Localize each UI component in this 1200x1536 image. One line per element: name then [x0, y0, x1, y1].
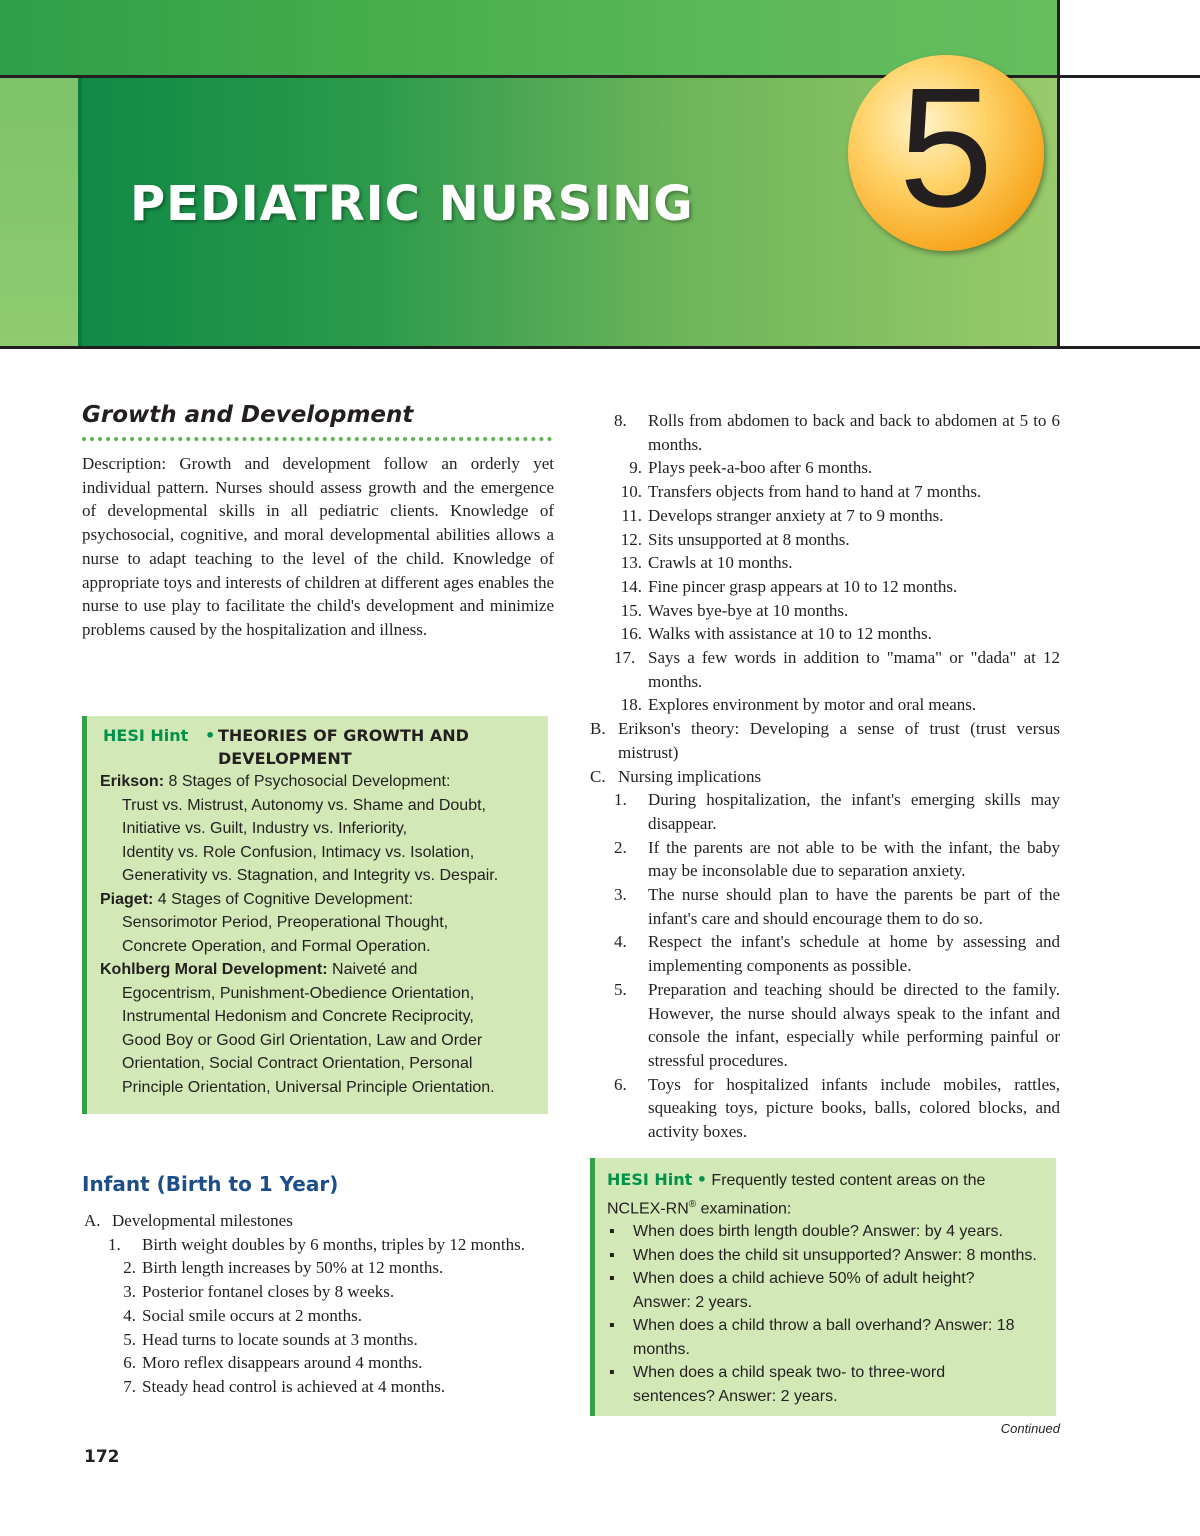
- item-number: 14.: [620, 576, 642, 596]
- bullet-text: When does the child sit unsupported? Answer: 8 months.: [633, 1246, 1037, 1264]
- section-b: [590, 717, 1060, 764]
- hint-bullet-item: [607, 1361, 1056, 1408]
- item-number: 11.: [621, 505, 642, 525]
- heading-divider: [82, 437, 552, 441]
- hint-bullet-item: [607, 1314, 1056, 1361]
- right-column: [590, 409, 1060, 1144]
- erikson-line: Identity vs. Role Confusion, Intimacy vs. Isolation,: [122, 843, 475, 861]
- list-item: [590, 646, 1060, 693]
- item-text: Crawls at 10 months.: [648, 553, 793, 573]
- header-right-rule: [1057, 0, 1060, 348]
- item-number: 6.: [123, 1353, 136, 1373]
- exam-tail: examination:: [696, 1199, 792, 1217]
- kohlberg-intro: Naiveté and: [332, 961, 418, 978]
- item-number: 8.: [614, 411, 627, 430]
- item-number: 4.: [614, 932, 627, 952]
- item-text: Develops stranger anxiety at 7 to 9 months.: [648, 505, 944, 525]
- bullet-text: When does a child speak two- to three-word sentences? Answer: 2 years.: [633, 1364, 946, 1405]
- hint-bullet-item: [607, 1267, 1056, 1314]
- chapter-title: PEDIATRIC NURSING: [130, 176, 694, 232]
- item-text: Preparation and teaching should be directed to the family. However, the nurse should always speak to the infant and console the infant, especially while performing painful or stressful procedures.: [648, 979, 1060, 1070]
- item-text: Birth weight doubles by 6 months, triples by 12 months.: [142, 1234, 525, 1254]
- hint-piaget: [100, 888, 548, 959]
- hint-kohlberg: [100, 958, 548, 1099]
- piaget-name: Piaget:: [100, 890, 154, 908]
- erikson-name: Erikson:: [100, 773, 165, 790]
- item-number: 5.: [614, 979, 627, 999]
- hint-title-line2: DEVELOPMENT: [218, 749, 352, 768]
- growth-description: Description: Growth and development follow an orderly yet individual pattern. Nurses should assess growth and the emergence of developmental skills in all pediatric clients. Knowledge of psychosocial, cognitive, and moral developmental abilities allows a nurse to adapt teaching to the level of the child. Knowledge of appropriate toys and interests of children at different ages enables the nurse to use play to facilitate the child's development and minimize problems caused by the hospitalization and illness.: [82, 454, 554, 639]
- erikson-line: Generativity vs. Stagnation, and Integrity vs. Despair.: [122, 867, 499, 884]
- item-text: Explores environment by motor and oral means.: [648, 695, 977, 715]
- exam-name: NCLEX-RN: [607, 1199, 689, 1217]
- item-text: Steady head control is achieved at 4 months.: [142, 1376, 446, 1396]
- section-text: Erikson's theory: Developing a sense of trust (trust versus mistrust): [618, 719, 1060, 762]
- infant-heading: Infant (Birth to 1 Year): [82, 1172, 339, 1196]
- item-text: Head turns to locate sounds at 3 months.: [142, 1329, 418, 1349]
- milestones-list: [84, 1209, 554, 1399]
- hint-label: HESI Hint: [103, 726, 189, 745]
- bullet-icon: ▪: [609, 1317, 615, 1335]
- hint-title-row: [100, 724, 548, 770]
- list-item: [84, 1280, 554, 1304]
- item-number: 15.: [620, 600, 642, 620]
- list-item: [84, 1328, 554, 1352]
- item-number: 17.: [614, 648, 636, 668]
- hint-bullet-item: [607, 1244, 1056, 1268]
- hint-intro-text: Frequently tested content areas on the: [711, 1172, 986, 1189]
- list-item: [590, 528, 1060, 552]
- list-item: [590, 788, 1060, 835]
- item-text: Birth length increases by 50% at 12 months.: [142, 1258, 444, 1278]
- continued-note: Continued: [1000, 1421, 1060, 1436]
- item-text: Says a few words in addition to "mama" or "dada" at 12 months.: [648, 648, 1060, 691]
- kohlberg-line: Instrumental Hedonism and Concrete Reciprocity,: [122, 1008, 474, 1025]
- list-item: [84, 1304, 554, 1328]
- list-item: [590, 575, 1060, 599]
- list-item: [590, 622, 1060, 646]
- hesi-hint-nclex: [590, 1158, 1056, 1416]
- item-text: Walks with assistance at 10 to 12 months.: [648, 624, 932, 644]
- list-item: [590, 978, 1060, 1073]
- list-item: [84, 1375, 554, 1399]
- item-number: 12.: [620, 529, 642, 549]
- item-number: 2.: [614, 837, 627, 857]
- list-item: [590, 599, 1060, 623]
- section-letter: B.: [590, 719, 606, 739]
- item-number: 16.: [620, 624, 642, 644]
- list-item: [84, 1351, 554, 1375]
- item-text: Plays peek-a-boo after 6 months.: [648, 458, 873, 478]
- item-text: Waves bye-bye at 10 months.: [648, 600, 849, 620]
- growth-section: [82, 402, 554, 642]
- item-number: 3.: [614, 885, 627, 905]
- erikson-intro: 8 Stages of Psychosocial Development:: [168, 773, 451, 790]
- hint-title-line1: THEORIES OF GROWTH AND: [218, 726, 469, 745]
- hint-erikson: [100, 770, 548, 888]
- hesi-hint-theories: [82, 716, 548, 1114]
- hint-separator: •: [696, 1170, 707, 1189]
- item-number: 13.: [620, 553, 642, 573]
- item-number: 4.: [123, 1305, 136, 1325]
- item-text: Transfers objects from hand to hand at 7 months.: [648, 482, 982, 502]
- header-left-panel: [0, 78, 78, 348]
- item-number: 9.: [629, 458, 642, 478]
- item-text: Fine pincer grasp appears at 10 to 12 months.: [648, 576, 958, 596]
- list-item: [590, 504, 1060, 528]
- item-text: Rolls from abdomen to back and back to abdomen at 5 to 6 months.: [648, 411, 1060, 454]
- list-item: [590, 456, 1060, 480]
- piaget-intro: 4 Stages of Cognitive Development:: [157, 890, 414, 908]
- item-number: 1.: [108, 1234, 121, 1254]
- hint-intro: [607, 1168, 1056, 1193]
- erikson-line: Trust vs. Mistrust, Autonomy vs. Shame and Doubt,: [122, 796, 486, 814]
- section-label: Developmental milestones: [112, 1211, 293, 1230]
- growth-heading: Growth and Development: [82, 402, 414, 428]
- section-label: Nursing implications: [618, 766, 762, 786]
- item-text: Social smile occurs at 2 months.: [142, 1305, 363, 1325]
- bullet-icon: ▪: [609, 1270, 615, 1288]
- kohlberg-line: Egocentrism, Punishment-Obedience Orientation,: [122, 984, 475, 1002]
- item-text: Posterior fontanel closes by 8 weeks.: [142, 1282, 395, 1302]
- item-text: Respect the infant's schedule at home by assessing and implementing components as possible.: [648, 932, 1060, 976]
- piaget-line: Sensorimotor Period, Preoperational Thought,: [122, 914, 449, 931]
- bullet-icon: ▪: [609, 1223, 615, 1241]
- chapter-number: 5: [898, 53, 994, 243]
- header-rule-bottom: [0, 346, 1200, 349]
- section-letter: A.: [84, 1211, 101, 1230]
- bullet-icon: ▪: [609, 1364, 615, 1382]
- bullet-text: When does birth length double? Answer: by 4 years.: [633, 1223, 1003, 1241]
- list-item: [590, 693, 1060, 717]
- item-text: Toys for hospitalized infants include mobiles, rattles, squeaking toys, picture books, balls, colored blocks, and activity boxes.: [648, 1074, 1060, 1142]
- item-number: 7.: [123, 1376, 136, 1396]
- bullet-text: When does a child throw a ball overhand? Answer: 18 months.: [633, 1317, 1015, 1358]
- item-number: 10.: [620, 482, 642, 502]
- item-text: During hospitalization, the infant's emerging skills may disappear.: [648, 790, 1060, 833]
- hint-exam-line: [607, 1193, 1056, 1221]
- list-item: [590, 1073, 1060, 1144]
- item-text: The nurse should plan to have the parents be part of the infant's care and should encourage them to do so.: [648, 885, 1060, 928]
- section-c: [590, 765, 1060, 789]
- hint-label: HESI Hint: [607, 1170, 693, 1189]
- item-number: 18.: [620, 695, 642, 715]
- section-letter: C.: [590, 766, 606, 786]
- list-item: [590, 930, 1060, 977]
- item-number: 2.: [123, 1258, 136, 1278]
- section-a: [84, 1209, 554, 1233]
- list-item: [84, 1256, 554, 1280]
- list-item: [590, 836, 1060, 883]
- hint-bullet-item: [607, 1220, 1056, 1244]
- bullet-text: When does a child achieve 50% of adult height? Answer: 2 years.: [633, 1270, 975, 1311]
- kohlberg-line: Principle Orientation, Universal Principle Orientation.: [122, 1078, 495, 1096]
- kohlberg-line: Good Boy or Good Girl Orientation, Law and Order: [122, 1031, 483, 1049]
- list-item: [590, 883, 1060, 930]
- piaget-line: Concrete Operation, and Formal Operation.: [122, 937, 431, 955]
- item-number: 3.: [123, 1282, 136, 1302]
- item-number: 1.: [614, 790, 627, 810]
- kohlberg-name: Kohlberg Moral Development:: [100, 961, 328, 978]
- item-text: Sits unsupported at 8 months.: [648, 529, 850, 549]
- list-item: [590, 480, 1060, 504]
- item-number: 5.: [123, 1329, 136, 1349]
- erikson-line: Initiative vs. Guilt, Industry vs. Inferiority,: [122, 820, 408, 837]
- item-text: Moro reflex disappears around 4 months.: [142, 1353, 423, 1373]
- kohlberg-line: Orientation, Social Contract Orientation, Personal: [122, 1055, 473, 1072]
- page-number: 172: [84, 1447, 120, 1467]
- item-number: 6.: [614, 1074, 627, 1094]
- item-text: If the parents are not able to be with the infant, the baby may be inconsolable due to separation anxiety.: [648, 837, 1060, 881]
- registered-mark: ®: [688, 1198, 697, 1210]
- hint-separator: •: [205, 726, 216, 745]
- list-item: [84, 1233, 554, 1257]
- list-item: [590, 551, 1060, 575]
- bullet-icon: ▪: [609, 1246, 615, 1264]
- list-item: [590, 409, 1060, 456]
